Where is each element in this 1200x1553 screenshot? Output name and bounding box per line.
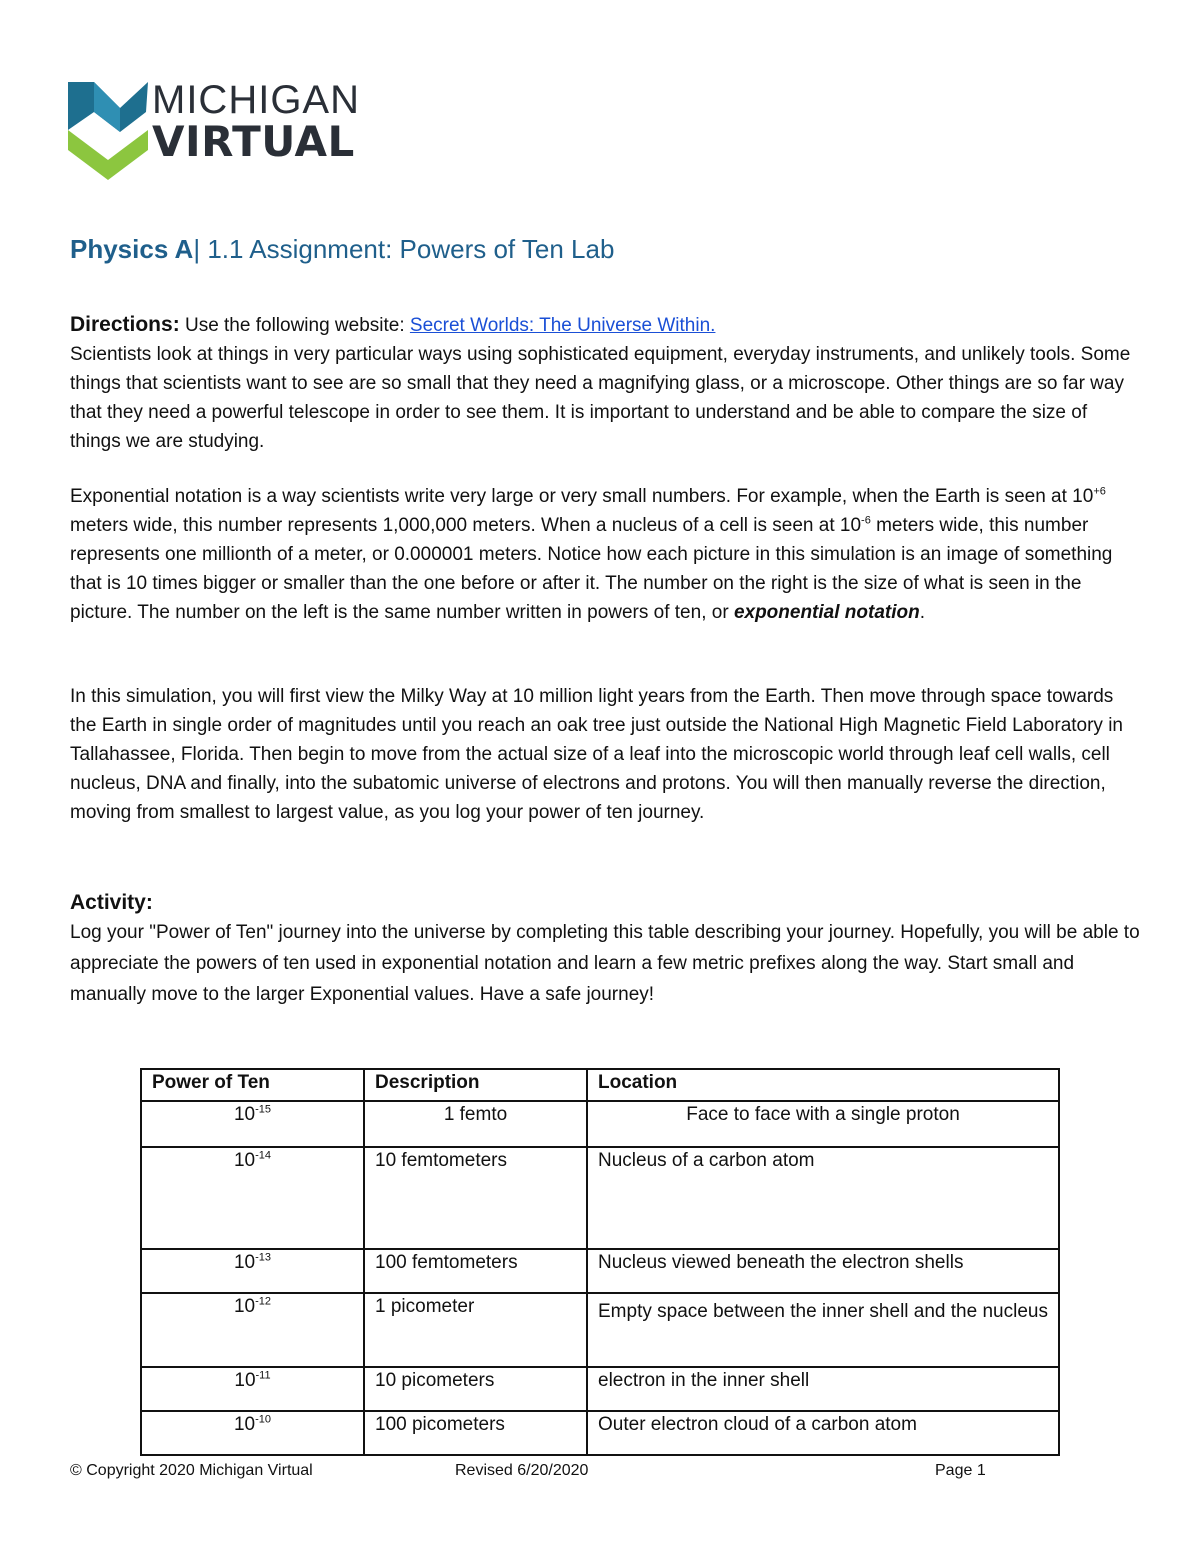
logo-line-2: VIRTUAL — [152, 117, 355, 166]
location-cell: Empty space between the inner shell and the nucleus — [587, 1293, 1059, 1367]
location-cell: Nucleus viewed beneath the electron shells — [587, 1249, 1059, 1293]
exp-sup-1: +6 — [1093, 485, 1106, 498]
table-header-row — [141, 1069, 1059, 1101]
page-title — [70, 234, 614, 265]
exponential-paragraph — [70, 482, 1140, 627]
directions-paragraph: Scientists look at things in very particular ways using sophisticated equipment, everyday instruments, and unlikely tools. Some things that scientists want to see are so small that they need a magnifying glass, or a microscope. Other things are so far way that they need a powerful telescope in order to see them. It is important to understand and be able to compare the size of things we are studying. — [70, 344, 1131, 452]
exp-text-2: meters wide, this number represents 1,000,000 meters. When a nucleus of a cell is seen at 10 — [70, 515, 862, 536]
location-cell: Face to face with a single proton — [587, 1101, 1059, 1147]
header-description: Description — [364, 1069, 587, 1101]
power-exponent: -10 — [255, 1413, 272, 1426]
power-base: 10 — [233, 1104, 256, 1125]
secret-worlds-link[interactable]: Secret Worlds: The Universe Within. — [409, 315, 716, 336]
footer-revised: Revised 6/20/2020 — [455, 1462, 589, 1479]
location-cell: Nucleus of a carbon atom — [587, 1147, 1059, 1249]
power-exponent: -14 — [255, 1149, 272, 1162]
power-base: 10 — [233, 1252, 256, 1273]
exp-sup-2: -6 — [861, 514, 871, 527]
footer-copyright: © Copyright 2020 Michigan Virtual — [70, 1462, 313, 1479]
header-location: Location — [587, 1069, 1059, 1101]
power-base: 10 — [233, 1414, 256, 1435]
header-power-of-ten: Power of Ten — [141, 1069, 364, 1101]
course-name: Physics A — [70, 234, 194, 264]
activity-text: Log your "Power of Ten" journey into the universe by completing this table describing your journey. Hopefully, you will be able to appreciate the powers of ten used in exponential notation and learn a few metric prefixes along the way. Start small and manually move to the larger Exponential values. Have a safe journey! — [70, 922, 1140, 1005]
power-cell — [141, 1367, 364, 1411]
simulation-section — [70, 682, 1140, 827]
table-row — [141, 1101, 1059, 1147]
activity-heading: Activity: — [70, 891, 153, 914]
power-exponent: -13 — [255, 1251, 272, 1264]
directions-section — [70, 310, 1140, 456]
description-cell: 10 femtometers — [364, 1147, 587, 1249]
power-base: 10 — [234, 1370, 256, 1391]
exponential-section — [70, 482, 1140, 627]
power-cell — [141, 1293, 364, 1367]
power-base: 10 — [233, 1296, 256, 1317]
power-exponent: -15 — [255, 1103, 272, 1116]
logo-line-1: MICHIGAN — [152, 78, 360, 122]
description-cell: 1 picometer — [364, 1293, 587, 1367]
power-cell — [141, 1249, 364, 1293]
description-cell: 100 femtometers — [364, 1249, 587, 1293]
power-base: 10 — [233, 1150, 256, 1171]
exp-text-4: . — [919, 602, 925, 623]
table-row — [141, 1293, 1059, 1367]
directions-line — [70, 310, 1140, 340]
power-cell — [141, 1411, 364, 1455]
description-cell: 100 picometers — [364, 1411, 587, 1455]
power-cell — [141, 1101, 364, 1147]
location-cell: electron in the inner shell — [587, 1367, 1059, 1411]
power-cell — [141, 1147, 364, 1249]
exp-text-3: meters wide, this number represents one millionth of a meter, or 0.000001 meters. Notice how each picture in this simulation is an image of something that is 10 times bigger or smaller than the one before or after it. The number on the right is the size of what is seen in the picture. The number on the left is the same number written in powers of ten, or — [70, 515, 1113, 623]
table-row — [141, 1147, 1059, 1249]
activity-section — [70, 888, 1140, 1010]
power-exponent: -11 — [255, 1369, 271, 1382]
assignment-name: 1.1 Assignment: Powers of Ten Lab — [200, 234, 615, 264]
power-exponent: -12 — [255, 1295, 272, 1308]
directions-heading: Directions: — [70, 313, 180, 336]
directions-intro: Use the following website: — [179, 315, 410, 336]
logo-wordmark — [152, 80, 372, 164]
description-cell: 1 femto — [364, 1101, 587, 1147]
simulation-paragraph: In this simulation, you will first view the Milky Way at 10 million light years from the Earth. Then move through space towards the Earth in single order of magnitudes until you reach an oak tree just outside the National High Magnetic Field Laboratory in Tallahassee, Florida. Then begin to move from the actual size of a leaf into the microscopic world through leaf cell walls, cell nucleus, DNA and finally, into the subatomic universe of electrons and protons. You will then manually reverse the direction, moving from smallest to largest value, as you log your power of ten journey. — [70, 686, 1123, 823]
table-row — [141, 1411, 1059, 1455]
description-cell: 10 picometers — [364, 1367, 587, 1411]
table-row — [141, 1367, 1059, 1411]
footer-page-number: Page 1 — [935, 1462, 986, 1479]
powers-of-ten-table — [140, 1068, 1060, 1456]
table-row — [141, 1249, 1059, 1293]
title-separator: | — [193, 234, 201, 264]
exp-emphasis: exponential notation — [733, 602, 920, 623]
exp-text-1: Exponential notation is a way scientists write very large or very small numbers. For example, when the Earth is seen at 10 — [70, 486, 1094, 507]
location-cell: Outer electron cloud of a carbon atom — [587, 1411, 1059, 1455]
